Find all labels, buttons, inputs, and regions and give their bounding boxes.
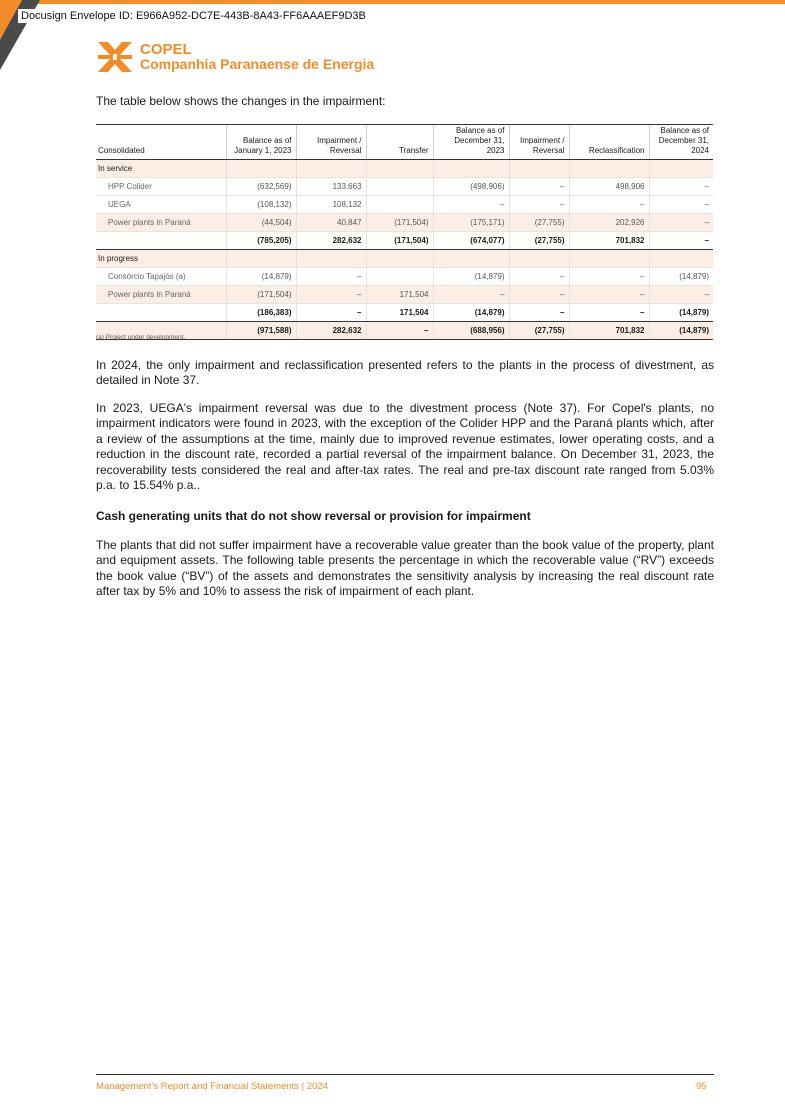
cell: [366, 178, 433, 196]
page-number: 95: [696, 1081, 707, 1092]
cell: –: [569, 268, 649, 286]
section-row: [96, 250, 713, 268]
cell: (971,588): [226, 322, 296, 340]
intro-text: The table below shows the changes in the impairment:: [96, 94, 386, 108]
col-header: Reclassification: [569, 125, 649, 160]
subtotal-row: [96, 232, 713, 250]
section-title: In service: [96, 160, 226, 178]
table-row: [96, 178, 713, 196]
cell: (785,205): [226, 232, 296, 250]
cell: 171,504: [366, 286, 433, 304]
cell: (171,504): [366, 214, 433, 232]
cell: (175,171): [433, 214, 509, 232]
copel-logo: [96, 40, 374, 74]
col-header: Consolidated: [96, 125, 226, 160]
cell: (27,755): [509, 322, 569, 340]
cell: –: [296, 304, 366, 322]
cell: 108,132: [296, 196, 366, 214]
col-header: Balance as of December 31, 2023: [433, 125, 509, 160]
paragraph-cgu: The plants that did not suffer impairment have a recoverable value greater than the book value of the property, plant and equipment assets. The following table presents the percentage in which the recoverable value (“RV”) exceeds the book value (“BV”) of the assets and demonstrates the sensitivity analysis by increasing the real discount rate after tax by 5% and 10% to assess the risk of impairment of each plant.: [96, 538, 714, 599]
cell: [366, 196, 433, 214]
footer-title: Management's Report and Financial Statements | 2024: [96, 1081, 328, 1092]
table-row: [96, 214, 713, 232]
cell: –: [649, 196, 713, 214]
table-row: [96, 268, 713, 286]
cell: –: [296, 286, 366, 304]
cell: –: [569, 196, 649, 214]
cell: 282,632: [296, 322, 366, 340]
row-label: HPP Colider: [96, 178, 226, 196]
paragraph-2023: In 2023, UEGA's impairment reversal was due to the divestment process (Note 37). For Copel's plants, no impairment indicators were found in 2023, with the exception of the Colider HPP and the Paraná plants which, after a review of the assumptions at the time, mainly due to improved revenue estimates, lower operating costs, and a reduction in the discount rate, recorded a partial reversal of the impairment balance. On December 31, 2023, the recoverability tests considered the real and after-tax rates. The real and pre-tax discount rate ranged from 5.03% p.a. to 15.54% p.a..: [96, 401, 714, 493]
cell: –: [649, 286, 713, 304]
section-title: In progress: [96, 250, 226, 268]
cell: (186,383): [226, 304, 296, 322]
col-header: Impairment / Reversal: [296, 125, 366, 160]
col-header: Balance as of December 31, 2024: [649, 125, 713, 160]
cell: –: [433, 286, 509, 304]
cell: (14,879): [433, 304, 509, 322]
cell: –: [509, 286, 569, 304]
paragraph-2024: In 2024, the only impairment and reclassification presented refers to the plants in the process of divestment, as detailed in Note 37.: [96, 358, 714, 388]
cell: –: [649, 232, 713, 250]
table-row: [96, 196, 713, 214]
section-heading: Cash generating units that do not show reversal or provision for impairment: [96, 509, 531, 523]
cell: (14,879): [433, 268, 509, 286]
envelope-id: Docusign Envelope ID: E966A952-DC7E-443B-8A43-FF6AAAEF9D3B: [18, 9, 369, 23]
cell: (14,879): [649, 268, 713, 286]
cell: (632,569): [226, 178, 296, 196]
impairment-table: [96, 124, 713, 340]
cell: 40,847: [296, 214, 366, 232]
cell: 282,632: [296, 232, 366, 250]
cell: –: [649, 178, 713, 196]
cell: 202,926: [569, 214, 649, 232]
cell: (688,956): [433, 322, 509, 340]
cell: (674,077): [433, 232, 509, 250]
col-header: Transfer: [366, 125, 433, 160]
table-row: [96, 286, 713, 304]
cell: –: [569, 286, 649, 304]
section-row: [96, 160, 713, 178]
cell: –: [433, 196, 509, 214]
cell: (498,906): [433, 178, 509, 196]
brand-name: COPEL: [140, 41, 192, 58]
cell: (171,504): [226, 286, 296, 304]
cell: 701,832: [569, 322, 649, 340]
col-header: Balance as of January 1, 2023: [226, 125, 296, 160]
row-label: Power plants in Paraná: [96, 286, 226, 304]
cell: –: [509, 196, 569, 214]
cell: (14,879): [649, 322, 713, 340]
cell: –: [366, 322, 433, 340]
cell: –: [296, 268, 366, 286]
col-header: Impairment / Reversal: [509, 125, 569, 160]
cell: 171,504: [366, 304, 433, 322]
cell: (27,755): [509, 214, 569, 232]
cell: (171,504): [366, 232, 433, 250]
cell: –: [509, 178, 569, 196]
total-row: [96, 322, 713, 340]
footer-divider: [96, 1074, 714, 1075]
cell: (44,504): [226, 214, 296, 232]
cell: –: [509, 268, 569, 286]
cell: 498,906: [569, 178, 649, 196]
cell: –: [569, 304, 649, 322]
subtotal-row: [96, 304, 713, 322]
brand-full-name: Companhia Paranaense de Energia: [140, 56, 375, 72]
row-label: UEGA: [96, 196, 226, 214]
cell: [96, 304, 226, 322]
cell: (108,132): [226, 196, 296, 214]
table-footnote: (a) Project under development.: [96, 334, 186, 341]
cell: (27,755): [509, 232, 569, 250]
cell: (14,879): [649, 304, 713, 322]
cell: –: [649, 214, 713, 232]
cell: (14,879): [226, 268, 296, 286]
top-accent-bar: [0, 0, 785, 4]
row-label: Power plants in Paraná: [96, 214, 226, 232]
cell: 133,663: [296, 178, 366, 196]
copel-logo-icon: [96, 40, 134, 74]
cell: –: [509, 304, 569, 322]
cell: 701,832: [569, 232, 649, 250]
row-label: Consórcio Tapajós (a): [96, 268, 226, 286]
cell: [96, 232, 226, 250]
cell: [366, 268, 433, 286]
